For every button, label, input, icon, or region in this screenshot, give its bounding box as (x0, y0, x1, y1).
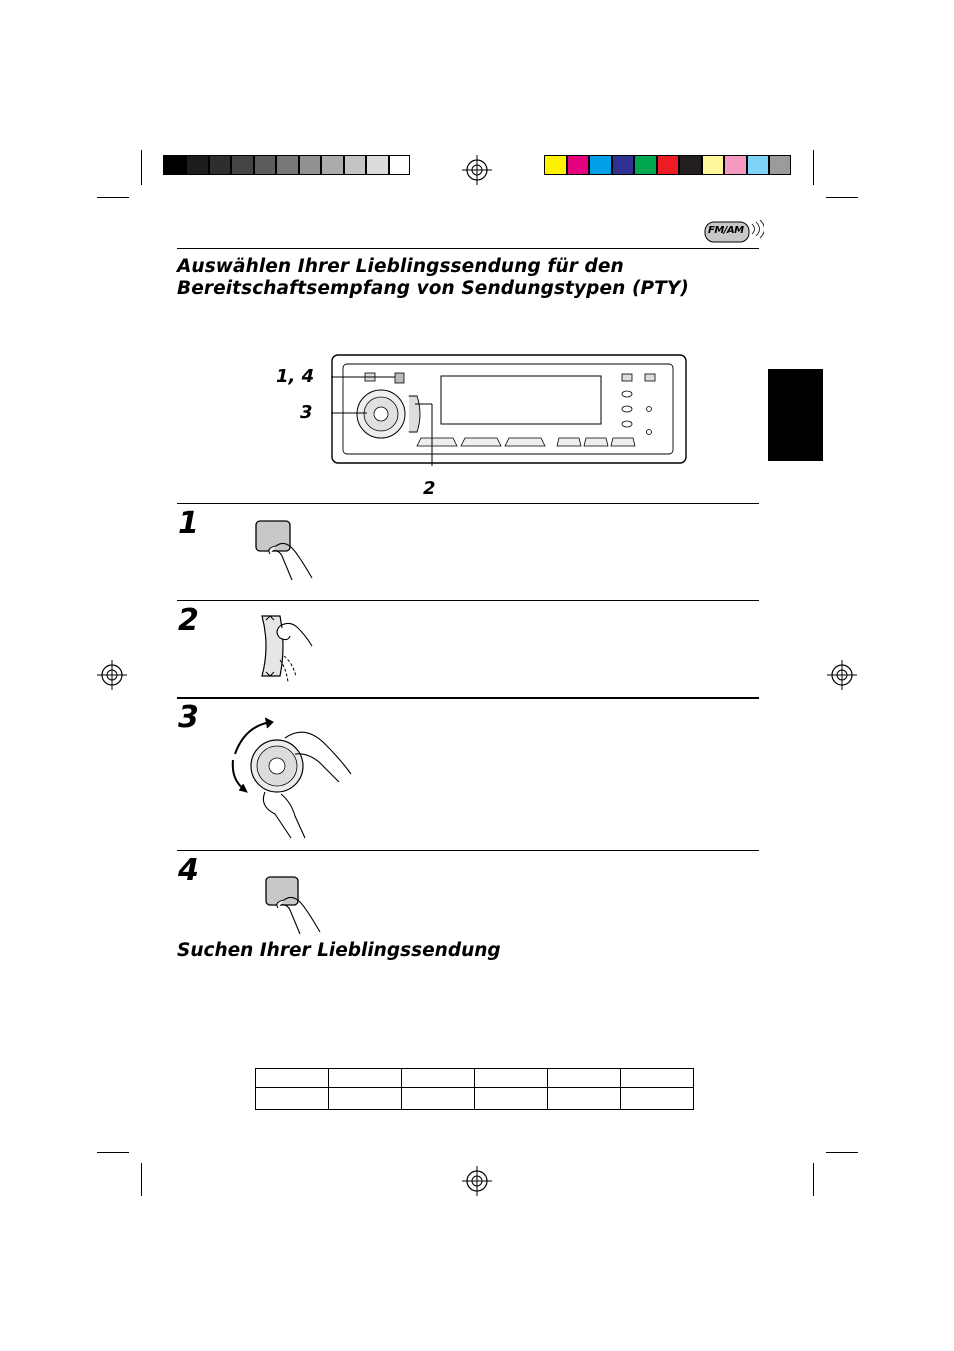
callout-label: 3 (300, 402, 313, 423)
callout-label: 1, 4 (276, 366, 315, 387)
color-swatch (724, 155, 747, 175)
gray-swatch (321, 155, 344, 175)
color-swatch (702, 155, 724, 175)
color-swatch (634, 155, 657, 175)
table-cell (402, 1069, 475, 1088)
color-swatch (747, 155, 769, 175)
table-cell (402, 1088, 475, 1110)
step-divider (177, 697, 759, 699)
table-cell (475, 1088, 548, 1110)
step-number: 2 (178, 603, 199, 638)
step-divider (177, 600, 759, 601)
car-stereo-diagram (331, 354, 688, 466)
registration-mark-icon (462, 1166, 492, 1196)
table-cell (475, 1069, 548, 1088)
table-cell (621, 1069, 694, 1088)
step-number: 3 (178, 700, 199, 735)
table-row (256, 1069, 694, 1088)
step-divider (177, 850, 759, 851)
table-cell (621, 1088, 694, 1110)
table-cell (256, 1088, 329, 1110)
gray-swatch (276, 155, 299, 175)
section-subtitle: Suchen Ihrer Lieblingssendung (177, 940, 501, 961)
gray-swatch (254, 155, 276, 175)
color-swatch (567, 155, 589, 175)
color-swatch (589, 155, 612, 175)
color-swatch (612, 155, 634, 175)
band-label: FM/AM (708, 225, 744, 236)
language-tab (768, 369, 823, 461)
finger-press-button-icon (252, 518, 314, 584)
table-cell (329, 1088, 402, 1110)
color-swatch (544, 155, 567, 175)
table-cell (548, 1088, 621, 1110)
pty-table (255, 1068, 694, 1110)
table-cell (329, 1069, 402, 1088)
header-rule (177, 248, 759, 249)
gray-swatch (163, 155, 186, 175)
finger-press-seek-icon (254, 612, 316, 688)
turn-dial-icon (225, 714, 355, 842)
table-cell (548, 1069, 621, 1088)
color-swatch (769, 155, 791, 175)
gray-swatch (209, 155, 231, 175)
table-cell (256, 1069, 329, 1088)
step-divider (177, 503, 759, 504)
color-swatch (679, 155, 702, 175)
registration-mark-icon (462, 155, 492, 185)
page-title: Auswählen Ihrer Lieblingssendung für den Bereitschaftsempfang von Sendungstypen (PTY) (177, 256, 689, 299)
color-swatch (657, 155, 679, 175)
gray-swatch (389, 155, 410, 175)
finger-press-button-icon (262, 874, 324, 940)
callout-label: 2 (423, 478, 436, 499)
gray-swatch (344, 155, 366, 175)
registration-mark-icon (97, 660, 127, 690)
gray-swatch (299, 155, 321, 175)
table-row (256, 1088, 694, 1110)
fm-am-badge (704, 218, 764, 246)
step-number: 4 (178, 853, 199, 888)
gray-swatch (231, 155, 254, 175)
gray-swatch (366, 155, 389, 175)
registration-mark-icon (827, 660, 857, 690)
step-number: 1 (178, 506, 199, 541)
gray-swatch (186, 155, 209, 175)
